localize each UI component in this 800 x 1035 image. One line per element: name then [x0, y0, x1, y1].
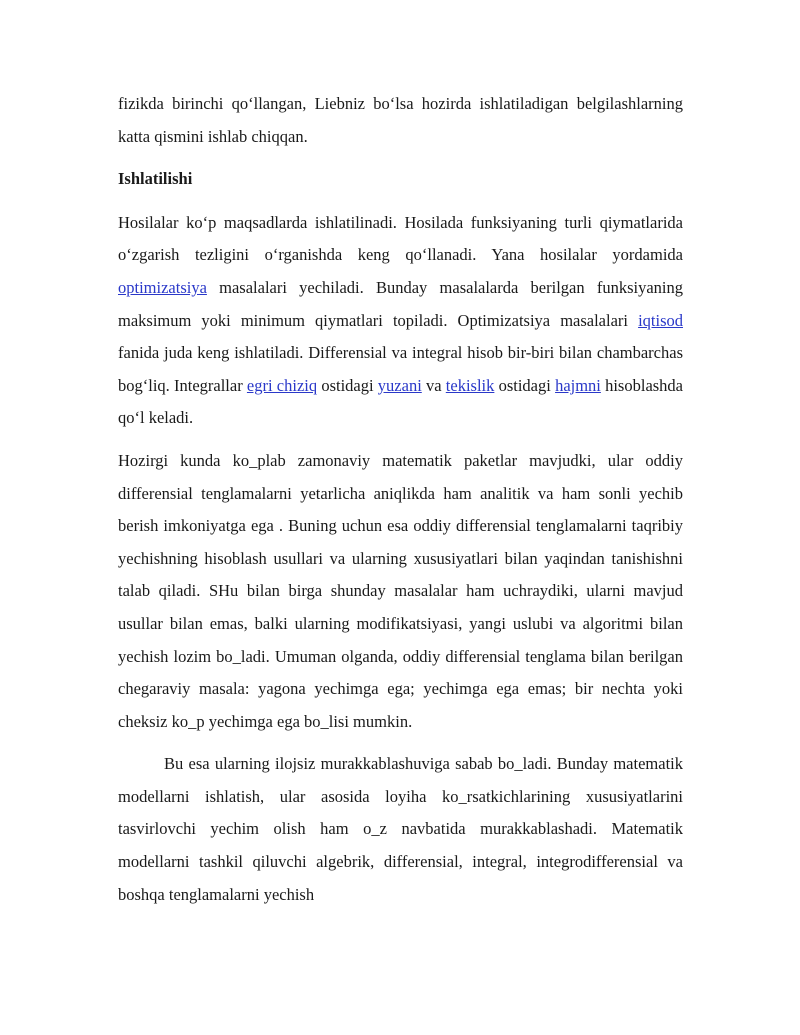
- link-curve[interactable]: egri chiziq: [246, 375, 318, 395]
- intro-paragraph: fizikda birinchi qo‘llangan, Liebniz bo‘lsa hozirda ishlatiladigan belgilashlarning katta qismini ishlab chiqqan.: [118, 94, 683, 146]
- section-heading: Ishlatilishi: [118, 169, 193, 189]
- link-plane[interactable]: tekislik: [445, 375, 495, 395]
- link-economics[interactable]: iqtisod: [638, 310, 683, 330]
- usage-text-2: masalalari yechiladi. Bunday masalalarda berilgan funksiyaning maksimum yoki minimum qiymatlari topiladi. Optimizatsiya masalalari: [118, 277, 683, 330]
- usage-text-3: fanida juda keng ishlatiladi. Differensial va integral hisob bir-biri bilan chambarchas bog‘liq. Integrallar: [118, 343, 683, 395]
- usage-text-6: ostidagi: [494, 375, 556, 395]
- link-volume[interactable]: hajmni: [555, 375, 601, 395]
- usage-text-4: ostidagi: [317, 375, 378, 395]
- usage-text-7: hisoblashda qo‘l keladi.: [118, 375, 684, 428]
- complexity-paragraph: Bu esa ularning ilojsiz murakkablashuviga sabab bo_ladi. Bunday matematik modellarni ishlatish, ular asosida loyiha ko_rsatkichlarining xususiyatlarini tasvirlovchi yechim olish ham o_z navbatida murakkablashadi. Matematik modellarni tashkil qiluvchi algebrik, differensial, integral, integrodifferensial va boshqa tenglamalarni yechish: [118, 754, 683, 904]
- usage-text-5: va: [421, 375, 446, 395]
- usage-paragraph: [118, 207, 683, 435]
- document-page: [118, 88, 683, 911]
- usage-text-1: Hosilalar ko‘p maqsadlarda ishlatilinadi. Hosilada funksiyaning turli qiymatlarida o‘zgarish tezligini o‘rganishda keng qo‘llanadi. Yana hosilalar yordamida: [118, 212, 683, 265]
- link-area[interactable]: yuzani: [377, 375, 422, 395]
- modern-paragraph: Hozirgi kunda ko_plab zamonaviy matematik paketlar mavjudki, ular oddiy differensial tenglamalarni yetarlicha aniqlikda ham analitik va ham sonli yechib berish imkoniyatga ega . Buning uchun esa oddiy differensial tenglamalarni taqribiy yechishning hisoblash usullari va ularning xususiyatlari bilan yaqindan tanishishni talab qiladi. SHu bilan birga shunday masalalar ham uchraydiki, ularni mavjud usullar bilan emas, balki ularning modifikatsiyasi, yangi uslubi va algoritmi bilan yechish lozim bo_ladi. Umuman olganda, oddiy differensial tenglama bilan berilgan chegaraviy masala: yagona yechimga ega; yechimga ega emas; bir nechta yoki cheksiz ko_p yechimga ega bo_lisi mumkin.: [118, 450, 683, 731]
- link-optimization[interactable]: optimizatsiya: [118, 277, 207, 297]
